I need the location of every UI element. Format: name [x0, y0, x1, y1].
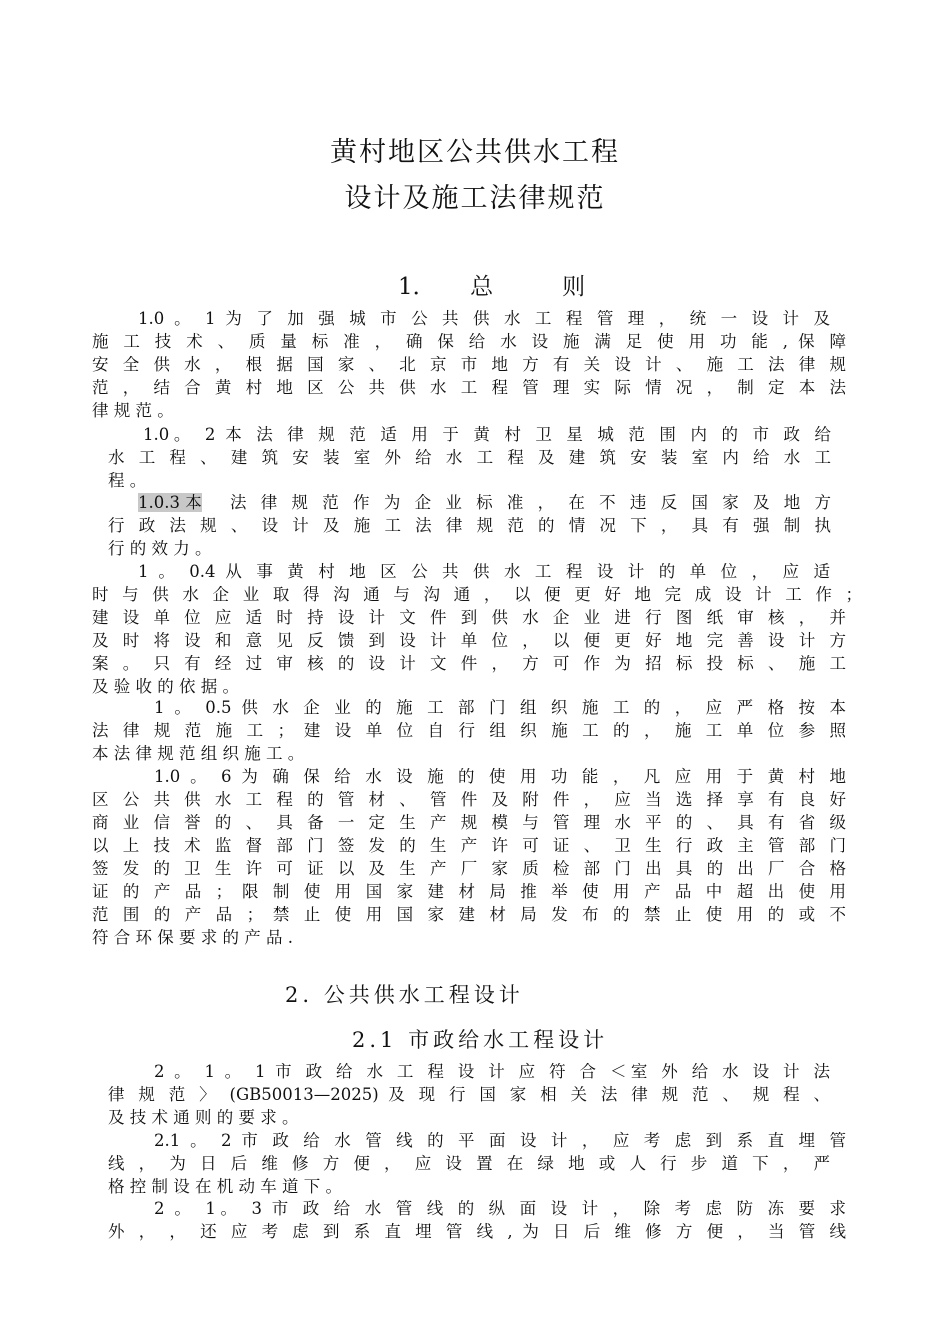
para-1-line-3: 安 全 供 水 ， 根 据 国 家 、 北 京 市 地 方 有 关 设 计 、 施 工 法 律 规	[92, 355, 846, 374]
para-2-1-2-line-1: 2.1 。 2 市 政 给 水 管 线 的 平 面 设 计 ， 应 考 虑 到 系 直 埋 管	[154, 1131, 846, 1150]
para-2-1-1-line-3: 及 技 术 通 则 的 要 求 。	[108, 1108, 299, 1127]
para-5-line-2: 法 律 规 范 施 工 ； 建 设 单 位 自 行 组 织 施 工 的 ， 施 工 单 位 参 照	[92, 721, 846, 740]
para-6-line-4: 以 上 技 术 监 督 部 门 签 发 的 生 产 许 可 证 、 卫 生 行 政 主 管 部 门	[92, 836, 846, 855]
section-2-1-subheading: 2.1 市政给水工程设计	[352, 1028, 609, 1052]
para-2-1-1-line-1: 2 。 1 。 1 市 政 给 水 工 程 设 计 应 符 合 ＜室 外 给 水 设 计 法	[154, 1062, 830, 1081]
para-5-line-1: 1 。 0.5 供 水 企 业 的 施 工 部 门 组 织 施 工 的 ， 应 严 格 按 本	[154, 698, 846, 717]
para-6-line-8: 符 合 环 保 要 求 的 产 品 .	[92, 928, 293, 947]
para-1-line-4: 范 ， 结 合 黄 村 地 区 公 共 供 水 工 程 管 理 实 际 情 况 ， 制 定 本 法	[92, 378, 846, 397]
para-2-1-1-line-2: 律 规 范 〉 (GB50013—2025) 及 现 行 国 家 相 关 法 律 规 范 、 规 程 、	[108, 1085, 830, 1104]
highlighted-text: 1.0.3 本	[138, 493, 202, 512]
para-2-1-2-line-3: 格 控 制 设 在 机 动 车 道 下 。	[108, 1177, 342, 1196]
para-2-line-1: 1.0。 2 本 法 律 规 范 适 用 于 黄 村 卫 星 城 范 围 内 的 市 政 给	[143, 425, 831, 444]
para-4-line-3: 建 设 单 位 应 适 时 持 设 计 文 件 到 供 水 企 业 进 行 图 纸 审 核 ， 并	[92, 608, 846, 627]
para-3-line-2: 行 政 法 规 、 设 计 及 施 工 法 律 规 范 的 情 况 下 ， 具 有 强 制 执	[108, 516, 831, 535]
para-2-1-3-line-1: 2 。 1。 3 市 政 给 水 管 线 的 纵 面 设 计 ， 除 考 虑 防 冻 要 求	[154, 1199, 846, 1218]
para-6-line-6: 证 的 产 品 ； 限 制 使 用 国 家 建 材 局 推 举 使 用 产 品 中 超 出 使 用	[92, 882, 846, 901]
document-title-line-2: 设计及施工法律规范	[344, 183, 606, 214]
section-1-heading: 1． 总 则	[398, 274, 586, 300]
para-2-line-2: 水 工 程 、 建 筑 安 装 室 外 给 水 工 程 及 建 筑 安 装 室 内 给 水 工	[108, 448, 831, 467]
para-2-1-2-line-2: 线 ， 为 日 后 维 修 方 便 ， 应 设 置 在 绿 地 或 人 行 步 道 下 ， 严	[108, 1154, 830, 1173]
para-2-line-3: 程 。	[108, 471, 147, 490]
para-6-line-5: 签 发 的 卫 生 许 可 证 以 及 生 产 厂 家 质 检 部 门 出 具 的 出 厂 合 格	[92, 859, 846, 878]
para-2-1-3-line-2: 外 ， ， 还 应 考 虑 到 系 直 埋 管 线 , 为 日 后 维 修 方 便 ， 当 管 线	[108, 1222, 846, 1241]
para-4-line-2: 时 与 供 水 企 业 取 得 沟 通 与 沟 通 ， 以 便 更 好 地 完 成 设 计 工 作 ；	[92, 585, 862, 604]
para-6-line-3: 商 业 信 誉 的 、 具 备 一 定 生 产 规 模 与 管 理 水 平 的 、 具 有 省 级	[92, 813, 846, 832]
para-4-line-1: 1 。 0.4 从 事 黄 村 地 区 公 共 供 水 工 程 设 计 的 单 位 ， 应 适	[138, 562, 830, 581]
para-3-line-1: 法 律 规 范 作 为 企 业 标 准 ， 在 不 违 反 国 家 及 地 方	[230, 493, 831, 512]
para-3-line-3: 行 的 效 力 。	[108, 539, 212, 558]
para-5-line-3: 本 法 律 规 范 组 织 施 工 。	[92, 744, 305, 763]
para-6-line-1: 1.0 。 6 为 确 保 给 水 设 施 的 使 用 功 能 ， 凡 应 用 于 黄 村 地	[154, 767, 846, 786]
para-6-line-7: 范 围 的 产 品 ； 禁 止 使 用 国 家 建 材 局 发 布 的 禁 止 使 用 的 或 不	[92, 905, 846, 924]
section-2-heading: 2. 公共供水工程设计	[285, 983, 524, 1007]
para-3-number-highlight	[138, 491, 218, 514]
para-1-line-5: 律 规 范 。	[92, 401, 174, 420]
para-1-line-2: 施 工 技 术 、 质 量 标 准 ， 确 保 给 水 设 施 满 足 使 用 功 能 , 保 障	[92, 332, 846, 351]
para-6-line-2: 区 公 共 供 水 工 程 的 管 材 、 管 件 及 附 件 ， 应 当 选 择 享 有 良 好	[92, 790, 846, 809]
document-title-line-1: 黄村地区公共供水工程	[330, 137, 620, 168]
para-4-line-4: 及 时 将 设 和 意 见 反 馈 到 设 计 单 位 ， 以 便 更 好 地 完 善 设 计 方	[92, 631, 846, 650]
para-1-line-1: 1.0 。 1 为 了 加 强 城 市 公 共 供 水 工 程 管 理 ， 统 一 设 计 及	[138, 309, 830, 328]
para-4-line-6: 及 验 收 的 依 据 。	[92, 677, 239, 696]
para-4-line-5: 案 。 只 有 经 过 审 核 的 设 计 文 件 ， 方 可 作 为 招 标 投 标 、 施 工	[92, 654, 846, 673]
